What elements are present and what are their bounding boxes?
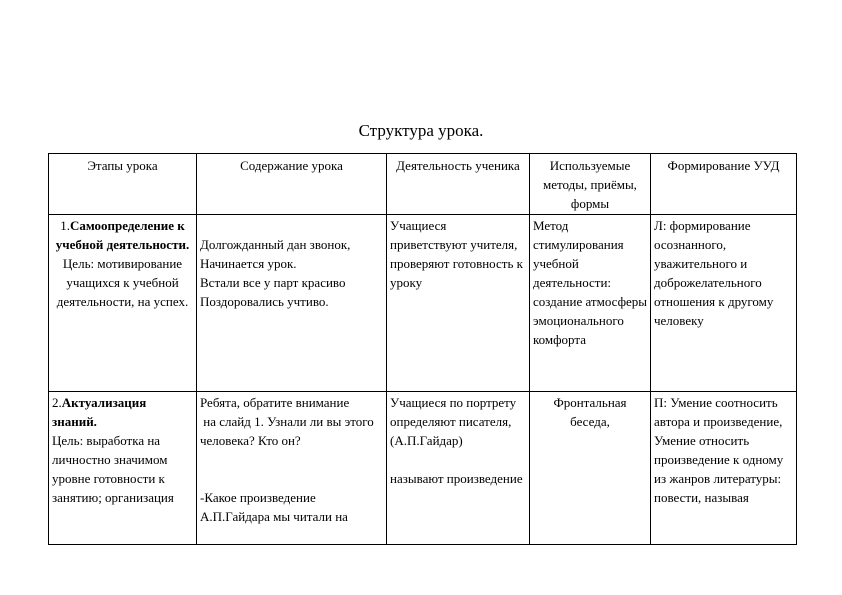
header-uud: Формирование УУД	[651, 154, 797, 215]
stage-cell	[49, 392, 197, 545]
methods-cell: Метод стимулирования учебной деятельности: создание атмосферы эмоционального комфорта	[530, 215, 651, 392]
content-cell	[197, 392, 387, 545]
content-line: Встали все у парт красиво	[200, 275, 346, 290]
content-cell	[197, 215, 387, 392]
stage-name-suffix: .	[185, 237, 190, 252]
stage-goal: Цель: мотивирование учащихся к учебной деятельности, на успех.	[56, 256, 189, 309]
header-methods: Используемые методы, приёмы, формы	[530, 154, 651, 215]
content-line: Начинается урок.	[200, 256, 297, 271]
table-row	[49, 392, 797, 545]
stage-name: Актуализация знаний.	[52, 395, 147, 429]
table-row	[49, 215, 797, 392]
uud-cell: Л: формирование осознанного, уважительного и доброжелательного отношения к другому человеку	[651, 215, 797, 392]
header-stages: Этапы урока	[49, 154, 197, 215]
activity-text: Учащиеся по портрету определяют писателя, (А.П.Гайдар)	[390, 395, 517, 448]
header-row	[49, 154, 797, 215]
activity-text: называют произведение	[390, 471, 523, 486]
header-activity: Деятельность ученика	[387, 154, 530, 215]
content-line: Долгожданный дан звонок,	[200, 237, 351, 252]
stage-number: 2.	[52, 395, 62, 410]
content-text: на слайд 1. Узнали ли вы этого человека? Кто он?	[200, 414, 377, 448]
stage-goal: Цель: выработка на личностно значимом уровне готовности к занятию; организация	[52, 433, 174, 505]
stage-number: 1.	[60, 218, 70, 233]
uud-cell: П: Умение соотносить автора и произведение, Умение относить произведение к одному из жанров литературы: повести, называя	[651, 392, 797, 545]
stage-name: Самоопределение к учебной деятельности	[55, 218, 186, 252]
content-text: -Какое произведение А.П.Гайдара мы читали на	[200, 490, 348, 524]
page-title: Структура урока.	[358, 121, 484, 140]
content-line: Поздоровались учтиво.	[200, 294, 329, 309]
stage-cell	[49, 215, 197, 392]
header-content: Содержание урока	[197, 154, 387, 215]
activity-cell	[387, 392, 530, 545]
activity-cell: Учащиеся приветствуют учителя, проверяют готовность к уроку	[387, 215, 530, 392]
content-text: Ребята, обратите внимание	[200, 395, 350, 410]
methods-cell: Фронтальная беседа,	[530, 392, 651, 545]
lesson-structure-table	[48, 153, 797, 545]
